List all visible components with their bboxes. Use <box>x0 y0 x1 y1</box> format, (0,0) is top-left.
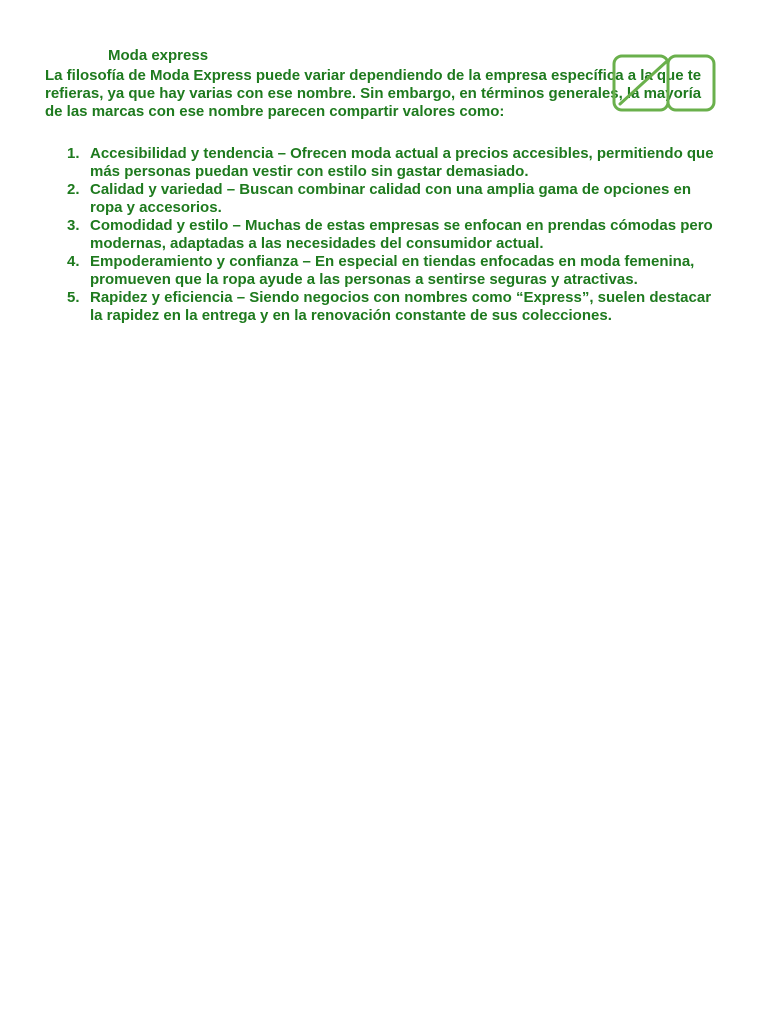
list-item <box>45 217 725 253</box>
page-title: Moda express <box>108 47 209 64</box>
list-item-number: 5. <box>67 289 80 306</box>
list-item-number: 2. <box>67 181 80 198</box>
list-item-text: Comodidad y estilo – Muchas de estas empresas se enfocan en prendas cómodas pero modernas, adaptadas a las necesidades del consumidor actual. <box>90 217 713 252</box>
list-item <box>45 253 725 289</box>
intro-paragraph: La filosofía de Moda Express puede variar dependiendo de la empresa específica a la que te refieras, ya que hay varias con ese nombre. Sin embargo, en términos generales, la mayoría de las marcas con ese nombre parecen compartir valores como: <box>45 67 702 120</box>
double-rounded-square-logo-icon <box>612 54 718 114</box>
values-list <box>45 145 725 325</box>
list-item <box>45 289 725 325</box>
list-item <box>45 145 725 181</box>
list-item-number: 4. <box>67 253 80 270</box>
list-item-number: 3. <box>67 217 80 234</box>
list-item-text: Rapidez y eficiencia – Siendo negocios con nombres como “Express”, suelen destacar la rapidez en la entrega y en la renovación constante de sus colecciones. <box>90 289 712 324</box>
list-item-text: Calidad y variedad – Buscan combinar calidad con una amplia gama de opciones en ropa y accesorios. <box>90 181 692 216</box>
list-item-number: 1. <box>67 145 80 162</box>
list-item <box>45 181 725 217</box>
list-item-text: Empoderamiento y confianza – En especial en tiendas enfocadas en moda femenina, promueven que la ropa ayude a las personas a sentirse seguras y atractivas. <box>90 253 695 288</box>
list-item-text: Accesibilidad y tendencia – Ofrecen moda actual a precios accesibles, permitiendo que más personas puedan vestir con estilo sin gastar demasiado. <box>90 145 714 180</box>
